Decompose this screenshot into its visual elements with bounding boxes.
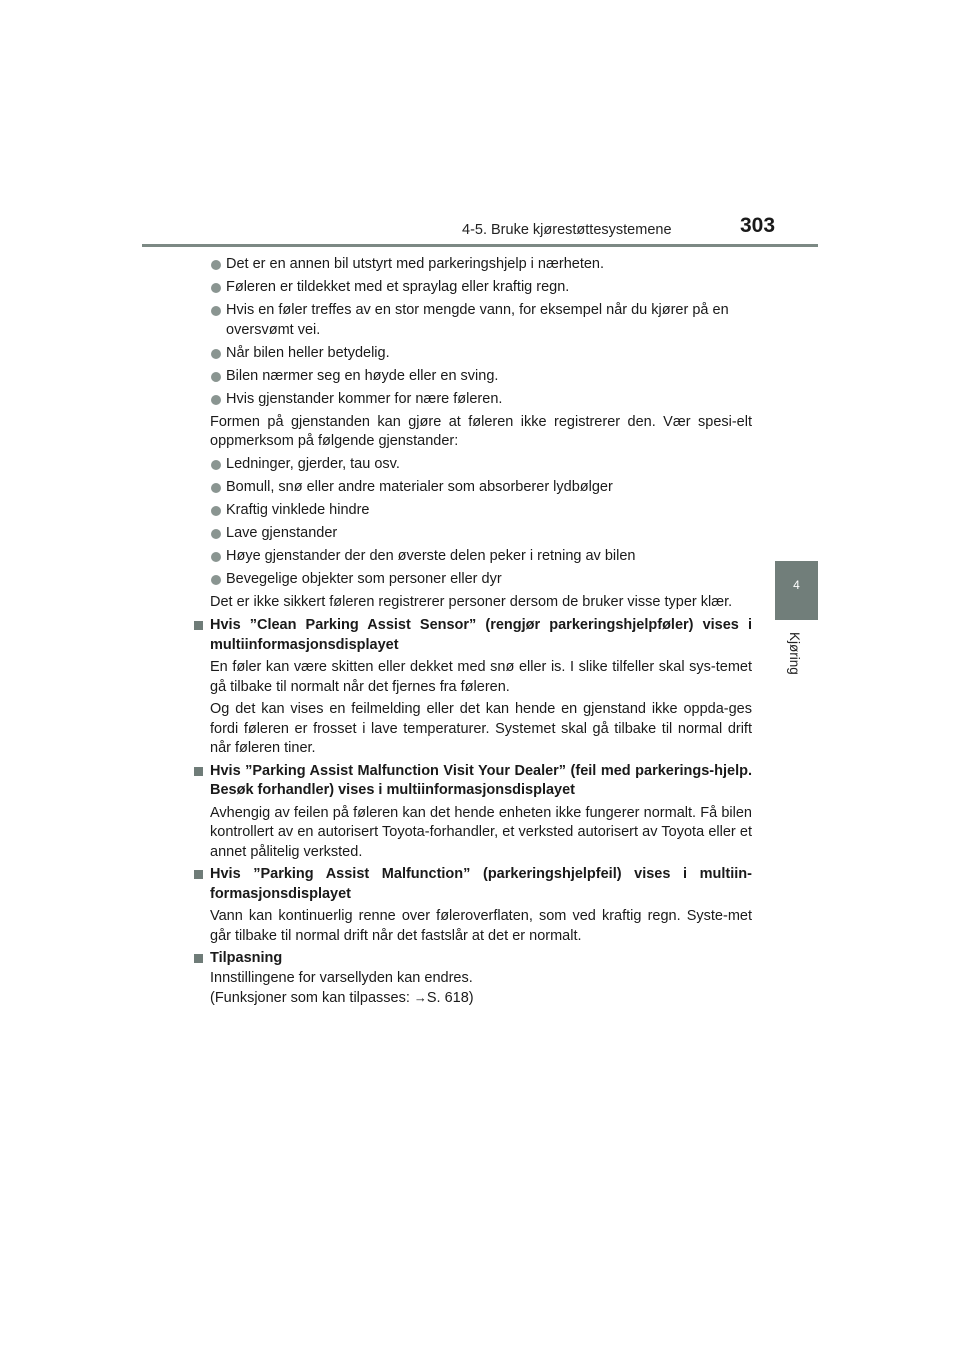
list-item — [210, 547, 752, 567]
list-item-text: Det er en annen bil utstyrt med parkeringshjelp i nærheten. — [226, 256, 605, 272]
list-item-text: Bomull, snø eller andre materialer som absorberer lydbølger — [226, 479, 613, 495]
section-square-icon — [194, 954, 203, 963]
section-square-icon — [194, 767, 203, 776]
list-item — [210, 501, 752, 521]
bullet-icon — [211, 372, 221, 382]
list-item-text: Lave gjenstander — [226, 525, 338, 541]
list-item-text: Ledninger, gjerder, tau osv. — [226, 456, 400, 472]
arrow-right-icon: → — [413, 990, 427, 1005]
section-paragraph: Avhengig av feilen på føleren kan det hende enheten ikke fungerer normalt. Få bilen kontrollert av en autorisert Toyota-forhandler, et verksted autorisert av Toyota eller et annet pålitelig verksted. — [210, 804, 752, 860]
list-item — [210, 255, 752, 275]
bullet-icon — [211, 306, 221, 316]
section-title: Tilpasning — [210, 950, 283, 966]
customize-line: Innstillingene for varsellyden kan endres. — [210, 969, 473, 986]
bullet-icon — [211, 349, 221, 359]
list-item — [210, 478, 752, 498]
list-item-text: Bevegelige objekter som personer eller dyr — [226, 571, 502, 587]
section-paragraph: Og det kan vises en feilmelding eller det kan hende en gjenstand ikke oppda-ges fordi føleren er frosset i lave temperaturer. Systemet skal gå tilbake til normal drift når føleren tiner. — [210, 701, 752, 756]
list-item — [210, 367, 752, 387]
section-paragraph: En føler kan være skitten eller dekket med snø eller is. I slike tilfeller skal sys-temet gå tilbake til normalt når det fjernes fra føleren. — [210, 659, 752, 695]
paragraph-clothes: Det er ikke sikkert føleren registrerer personer dersom de bruker visse typer klær. — [210, 594, 733, 610]
bullet-icon — [211, 283, 221, 293]
list-item-text: Høye gjenstander der den øverste delen peker i retning av bilen — [226, 548, 636, 564]
list-item-text: Hvis en føler treffes av en stor mengde vann, for eksempel når du kjører på en oversvømt vei. — [226, 302, 729, 338]
customize-ref-prefix: (Funksjoner som kan tilpasses: — [210, 990, 414, 1006]
paragraph-shape: Formen på gjenstanden kan gjøre at føleren ikke registrerer den. Vær spesi-elt oppmerksom på følgende gjenstander: — [210, 413, 752, 449]
customize-reference — [210, 988, 752, 1009]
bullet-icon — [211, 460, 221, 470]
section-title: Hvis ”Parking Assist Malfunction” (parkeringshjelpfeil) vises i multiin-formasjonsdisplayet — [210, 866, 752, 902]
page-number: 303 — [740, 214, 776, 237]
list-item — [210, 570, 752, 590]
header-section-title: 4-5. Bruke kjørestøttesystemene — [462, 222, 672, 238]
chapter-tab-number: 4 — [793, 578, 800, 592]
bullet-icon — [211, 552, 221, 562]
list-item-text: Kraftig vinklede hindre — [226, 502, 370, 518]
list-item-text: Føleren er tildekket med et spraylag eller kraftig regn. — [226, 279, 570, 295]
list-item — [210, 524, 752, 544]
list-item-text: Hvis gjenstander kommer for nære føleren. — [226, 390, 503, 407]
bullet-icon — [211, 483, 221, 493]
section-title: Hvis ”Parking Assist Malfunction Visit Your Dealer” (feil med parkerings-hjelp. Besøk forhandler) vises i multiinformasjonsdisplayet — [210, 762, 752, 798]
page-reference-link[interactable]: S. 618) — [426, 990, 474, 1006]
section-customize — [194, 949, 752, 1009]
list-item-text: Når bilen heller betydelig. — [226, 344, 390, 361]
header-divider — [142, 244, 818, 247]
section-paragraph: Vann kan kontinuerlig renne over føleroverflaten, som ved kraftig regn. Syste-met går tilbake til normal drift når det fastslår at det er normalt. — [210, 908, 752, 944]
list-item — [210, 344, 752, 364]
page-content — [210, 255, 752, 1012]
section-clean-sensor — [194, 616, 752, 759]
section-square-icon — [194, 621, 203, 630]
chapter-tab-label: Kjøring — [787, 632, 802, 675]
bullet-icon — [211, 529, 221, 539]
section-malfunction — [194, 865, 752, 946]
list-item — [210, 301, 752, 340]
list-item — [210, 390, 752, 410]
bullet-icon — [211, 575, 221, 585]
list-item-text: Bilen nærmer seg en høyde eller en sving. — [226, 367, 499, 384]
list-item — [210, 455, 752, 475]
section-square-icon — [194, 870, 203, 879]
bullet-icon — [211, 260, 221, 270]
section-malfunction-dealer — [194, 762, 752, 863]
bullet-icon — [211, 395, 221, 405]
section-title: Hvis ”Clean Parking Assist Sensor” (rengjør parkeringshjelpføler) vises i multiinformasjonsdisplayet — [210, 617, 752, 653]
list-item — [210, 278, 752, 298]
bullet-icon — [211, 506, 221, 516]
